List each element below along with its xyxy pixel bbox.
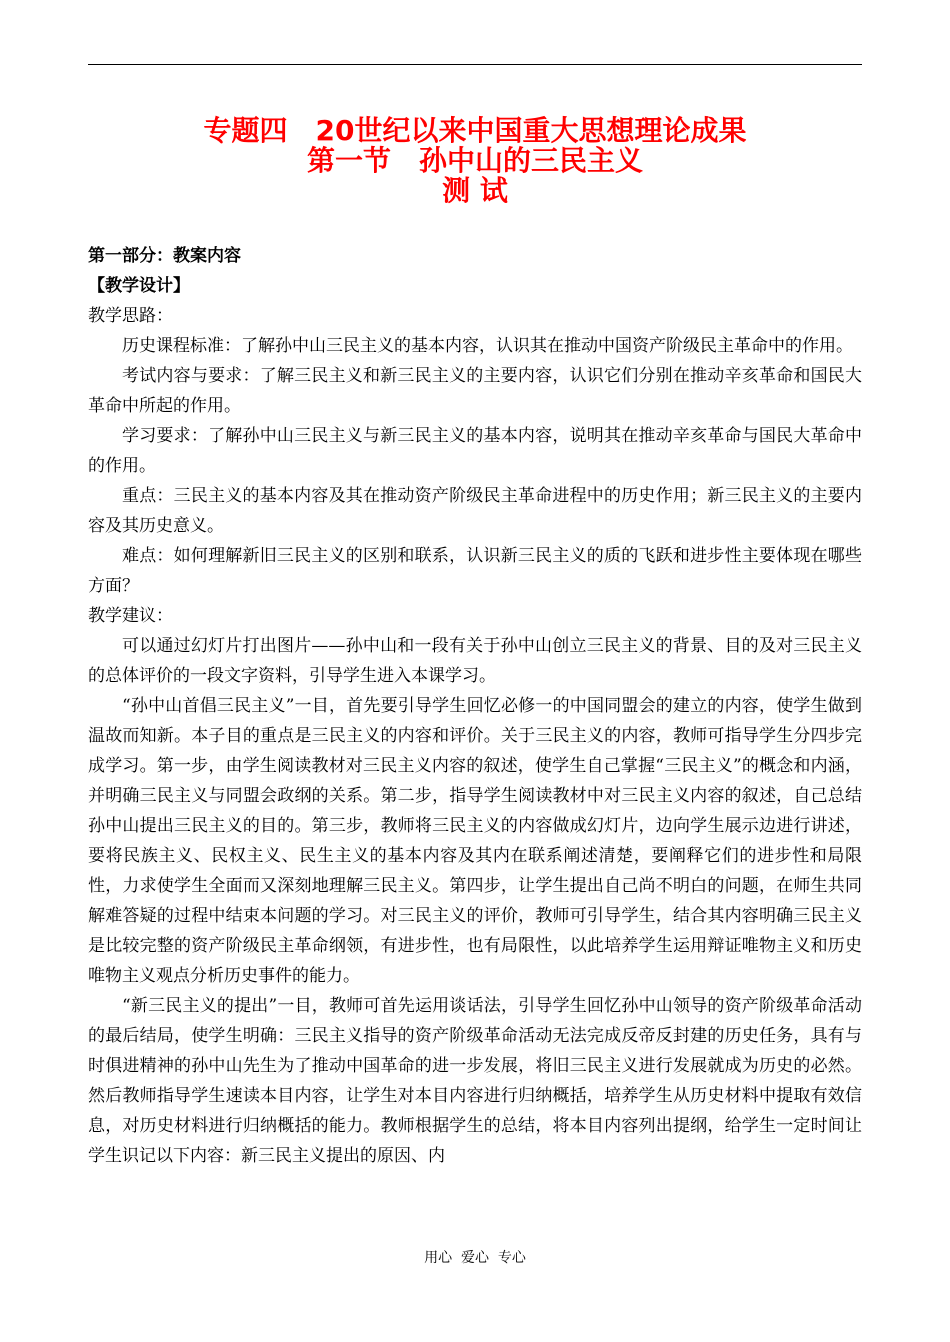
paragraph-curriculum-standard: 历史课程标准：了解孙中山三民主义的基本内容，认识其在推动中国资产阶级民主革命中的作用。 [122,336,853,356]
title-section: 第一节 孙中山的三民主义 [306,144,643,177]
paragraph-key-points: 重点：三民主义的基本内容及其在推动资产阶级民主革命进程中的历史作用；新三民主义的主要内容及其历史意义。 [88,486,862,536]
title-topic: 专题四 20世纪以来中国重大思想理论成果 [203,114,747,147]
paragraph-new-three-principles: “新三民主义的提出”一目，教师可首先运用谈话法，引导学生回忆孙中山领导的资产阶级革命活动的最后结局，使学生明确：三民主义指导的资产阶级革命活动无法完成反帝反封建的历史任务，具有与时俱进精神的孙中山先生为了推动中国革命的进一步发展，将旧三民主义进行发展就成为历史的必然。然后教师指导学生速读本目内容，让学生对本目内容进行归纳概括，培养学生从历史材料中提取有效信息，对历史材料进行归纳概括的能力。教师根据学生的总结，将本目内容列出提纲，给学生一定时间让学生识记以下内容：新三民主义提出的原因、内 [88,996,862,1166]
header-rule [88,64,862,65]
teaching-idea-label: 教学思路： [88,306,173,326]
paragraph-learning-requirements: 学习要求：了解孙中山三民主义与新三民主义的基本内容，说明其在推动辛亥革命与国民大革命中的作用。 [88,426,862,476]
teaching-suggestion-label: 教学建议： [88,606,173,626]
page-footer: 用心 爱心 专心 [424,1250,526,1266]
title-test: 测 试 [442,174,508,207]
design-heading: 【教学设计】 [88,276,190,296]
title-block [88,116,862,206]
document-body [88,241,862,1171]
paragraph-difficulties: 难点：如何理解新旧三民主义的区别和联系，认识新三民主义的质的飞跃和进步性主要体现在哪些方面？ [88,546,862,596]
paragraph-exam-requirements: 考试内容与要求：了解三民主义和新三民主义的主要内容，认识它们分别在推动辛亥革命和国民大革命中所起的作用。 [88,366,862,416]
paragraph-three-principles: “孙中山首倡三民主义”一目，首先要引导学生回忆必修一的中国同盟会的建立的内容，使学生做到温故而知新。本子目的重点是三民主义的内容和评价。关于三民主义的内容，教师可指导学生分四步完成学习。第一步，由学生阅读教材对三民主义内容的叙述，使学生自己掌握“三民主义”的概念和内涵，并明确三民主义与同盟会政纲的关系。第二步，指导学生阅读教材中对三民主义内容的叙述，自己总结孙中山提出三民主义的目的。第三步，教师将三民主义的内容做成幻灯片，边向学生展示边进行讲述，要将民族主义、民权主义、民生主义的基本内容及其内在联系阐述清楚，要阐释它们的进步性和局限性，力求使学生全面而又深刻地理解三民主义。第四步，让学生提出自己尚不明白的问题，在师生共同解难答疑的过程中结束本问题的学习。对三民主义的评价，教师可引导学生，结合其内容明确三民主义是比较完整的资产阶级民主革命纲领，有进步性，也有局限性，以此培养学生运用辩证唯物主义和历史唯物主义观点分析历史事件的能力。 [88,696,862,986]
paragraph-slides-intro: 可以通过幻灯片打出图片——孙中山和一段有关于孙中山创立三民主义的背景、目的及对三民主义的总体评价的一段文字资料，引导学生进入本课学习。 [88,636,862,686]
part-heading: 第一部分：教案内容 [88,246,241,266]
